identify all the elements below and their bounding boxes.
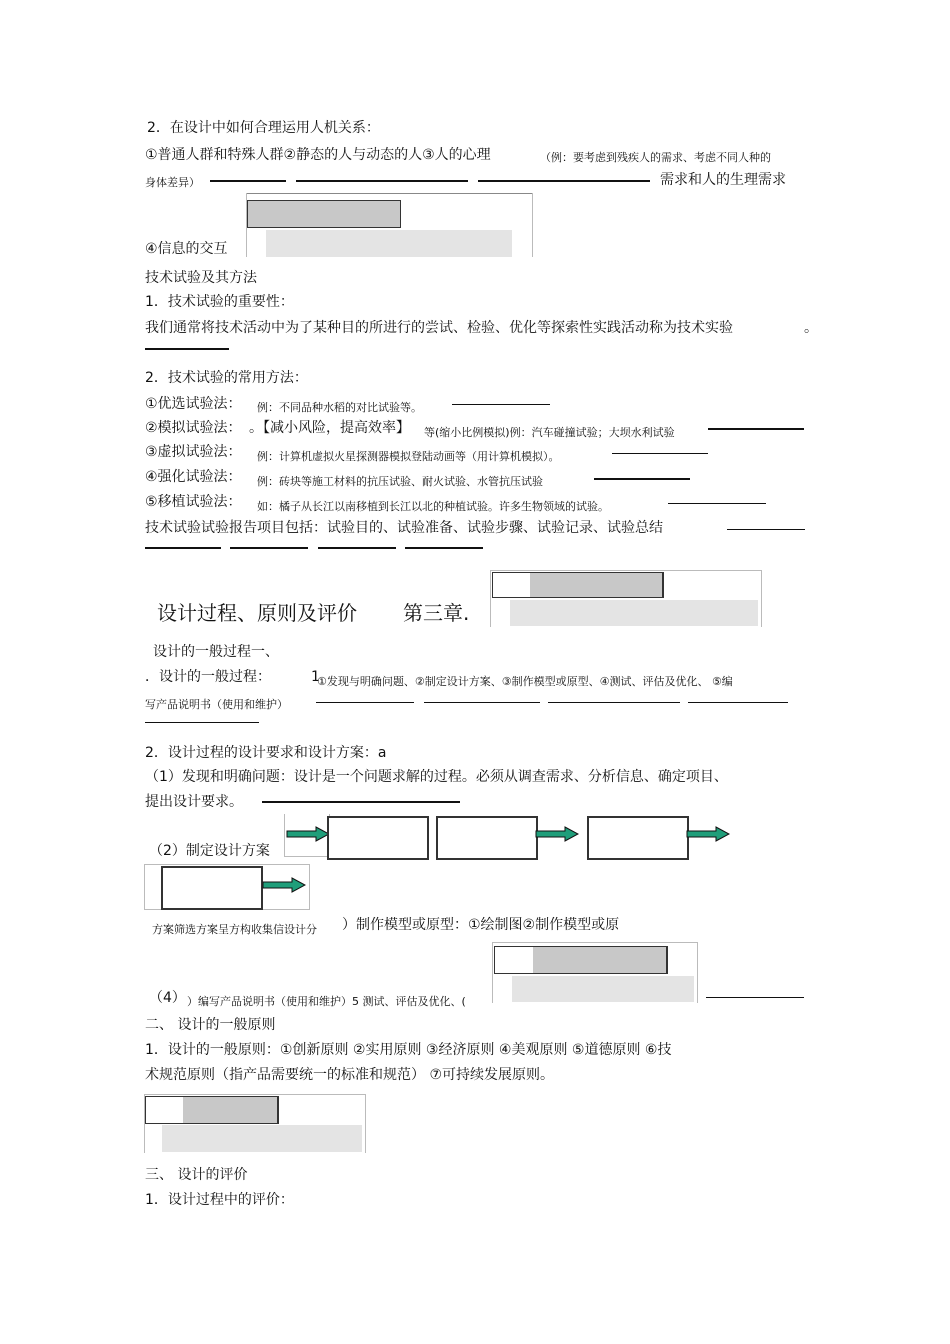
light-gray-box [512,976,694,1002]
frame-line [532,193,533,257]
flow-labels: 方案筛选方案呈方构收集信设计分 [152,923,317,936]
gray-box [183,1096,278,1124]
text-line: 1 [311,669,320,685]
paragraph: 我们通常将技术活动中为了某种目的所进行的尝试、检验、优化等探索性实践活动称为技术实验 [145,320,733,336]
heading-human-machine: 2．在设计中如何合理运用人机关系： [147,120,380,136]
light-gray-box [266,230,512,257]
arrow-right-icon [535,826,579,842]
section-title: 技术试验及其方法 [145,270,257,286]
method-example: 等(缩小比例模拟)例：汽车碰撞试验；大坝水利试验 [424,426,675,439]
blank-line [706,997,804,998]
blank-line [612,453,708,454]
text-line: （4） [149,990,186,1006]
chapter-number: 第三章. [403,601,470,625]
gray-box [247,200,401,228]
process-steps: 写产品说明书（使用和维护） [145,698,288,711]
blank-line [296,180,468,182]
method-label: ③虚拟试验法： [145,444,242,460]
subheading: 1．设计过程中的评价： [145,1192,294,1208]
arrow-right-icon [286,826,330,842]
subheading: 2．设计过程的设计要求和设计方案：a [145,745,387,761]
light-gray-box [162,1125,362,1152]
section-title: 二、 设计的一般原则 [145,1017,276,1033]
blank-line [452,404,550,405]
text-line: ．设计的一般过程： [145,669,271,685]
subheading: 2．技术试验的常用方法： [145,370,308,386]
blank-line [262,801,460,803]
method-example: 例：不同品种水稻的对比试验等。 [257,401,422,414]
blank-line [548,702,680,703]
gray-box [530,572,663,598]
method-label: ④强化试验法： [145,469,242,485]
section-title: 设计的一般过程一、 [153,644,279,660]
method-example: 例：砖块等施工材料的抗压试验、耐火试验、水管抗压试验 [257,475,543,488]
text-line: 需求和人的生理需求 [660,172,786,188]
paragraph: 术规范原则（指产品需要统一的标准和规范） ⑦可持续发展原则。 [145,1067,554,1083]
blank-line [210,180,286,182]
arrow-right-icon [686,826,730,842]
blank-line [668,503,766,504]
small-text: （例：要考虑到残疾人的需求、考虑不同人种的 [540,151,771,164]
flow-box [327,816,429,860]
blank-line [688,702,788,703]
flow-box [161,866,263,910]
arrow-right-icon [262,877,306,893]
paragraph: （1）发现和明确问题：设计是一个问题求解的过程。必须从调查需求、分析信息、确定项目、 [145,769,728,785]
blank-line [424,702,540,703]
blank-line [478,180,650,182]
blank-line [230,547,308,549]
text-line: ④信息的交互 [145,241,228,257]
process-steps: ①发现与明确问题、②制定设计方案、③制作模型或原型、④测试、评估及优化、 ⑤编 [317,675,733,688]
method-label: ②模拟试验法： [145,420,242,436]
blank-line [318,547,396,549]
punctuation: 。 [804,320,818,336]
blank-line [145,547,221,549]
gray-box [533,946,667,974]
method-label: ⑤移植试验法： [145,494,242,510]
blank-line [727,529,805,530]
text-line: ①普通人群和特殊人群②静态的人与动态的人③人的心理 [145,147,491,163]
light-gray-box [510,600,758,626]
chapter-title: 设计过程、原则及评价 [157,601,357,625]
small-text: 身体差异） [145,176,200,189]
report-items: 技术试验试验报告项目包括：试验目的、试验准备、试验步骤、试验记录、试验总结 [145,520,663,536]
process-steps: ）编写产品说明书（使用和维护）5 测试、评估及优化、( [187,995,466,1008]
text-line: ）制作模型或原型：①绘制图②制作模型或原 [342,917,620,933]
paragraph: 1．设计的一般原则：①创新原则 ②实用原则 ③经济原则 ④美观原则 ⑤道德原则 ⑥技 [145,1042,672,1058]
blank-line [708,428,804,430]
blank-line [405,547,483,549]
paragraph: 提出设计要求。 [145,794,243,810]
flow-box [587,816,689,860]
method-note: 。【减小风险，提高效率】 [249,420,410,436]
frame-line [246,193,532,194]
blank-line [316,702,414,703]
subheading: 1．技术试验的重要性： [145,294,294,310]
method-example: 如：橘子从长江以南移植到长江以北的种植试验。许多生物领域的试验。 [257,500,609,513]
section-title: 三、 设计的评价 [145,1167,248,1183]
flow-box [436,816,538,860]
method-label: ①优选试验法： [145,396,242,412]
blank-line [145,348,229,350]
text-line: （2）制定设计方案 [149,843,270,859]
blank-line [594,478,690,480]
blank-line [145,722,259,723]
method-example: 例：计算机虚拟火星探测器模拟登陆动画等（用计算机模拟）。 [257,450,560,463]
